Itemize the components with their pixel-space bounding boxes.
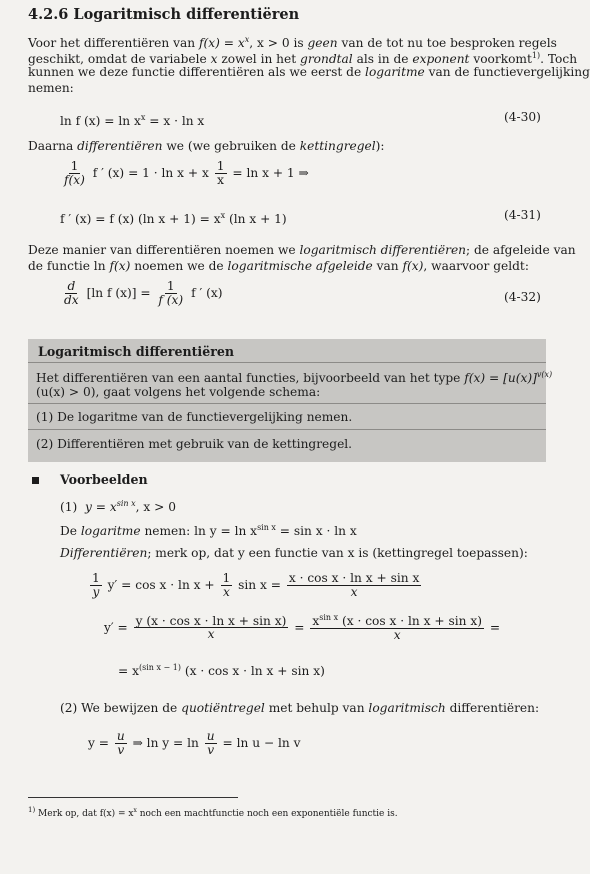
box-divider <box>28 403 546 404</box>
equation-number-4-32: (4-32) <box>504 290 541 304</box>
box-title: Logaritmisch differentiëren <box>38 344 235 359</box>
example-1-diff: Differentiëren; merk op, dat y een functie van x is (kettingregel toepassen): <box>60 546 528 560</box>
bullet-icon <box>32 477 39 484</box>
intro-line-1: Voor het differentiëren van $f(x) = x^x$, x > 0 is geen van de tot nu toe besproken regels <box>28 35 557 51</box>
summary-box <box>28 339 553 462</box>
box-divider <box>28 362 546 363</box>
intro-line-3: kunnen we deze functie differentiëren als we eerst de logaritme van de functievergelijking <box>28 65 590 79</box>
example-1-eq-3: = $x^{(sin x - 1)}$ (x · cos x · ln x + sin x) <box>118 663 325 679</box>
intro-line-2: geschikt, omdat de variabele x zowel in het grondtal als in de exponent voorkomt$^{1)}$. Toch <box>28 51 578 67</box>
example-2: (2) We bewijzen de quotiëntregel met behulp van logaritmisch differentiëren: <box>60 701 540 715</box>
para2-line-2: de functie ln f(x) noemen we de logaritmische afgeleide van f(x), waarvoor geldt: <box>28 259 529 273</box>
box-line-1: Het differentiëren van een aantal functies, bijvoorbeeld van het type $f(x) = [u(x)]^{v(x)}$ <box>36 370 553 386</box>
footnote: $^{1)}$ Merk op, dat $f(x) = x^x$ noch een machtfunctie noch een exponentiële functie is. <box>28 806 398 819</box>
intro-line-4: nemen: <box>28 81 74 95</box>
fraction: $\frac{\text{x · cos x · ln x + sin x}}{x}$ <box>288 571 420 599</box>
fraction: $\frac{1}{f (x)}$ <box>158 279 184 307</box>
fraction: $\frac{\text{y (x · cos x · ln x + sin x)}}{x}$ <box>135 613 287 642</box>
box-step-2: (2) Differentiëren met gebruik van de kettingregel. <box>36 437 353 451</box>
example-1-log: De logaritme nemen: $\ln y = \ln x^{sin x} = \sin x \cdot \ln x$ <box>60 523 357 539</box>
fraction: $\frac{1}{x}$ <box>216 159 225 187</box>
example-2-eq: y = $\frac{u}{v}$ ⇒ ln y = ln $\frac{u}{v}$ = ln u − ln v <box>88 729 301 757</box>
fraction: $\frac{u}{v}$ <box>206 729 215 757</box>
equation-number-4-31: (4-31) <box>504 208 541 222</box>
footnote-divider <box>28 797 238 798</box>
equation-4-32: $\frac{d}{dx}$ [ln f (x)] = $\frac{1}{f (x)}$ f ′ (x) <box>64 279 223 307</box>
fraction: $\frac{d}{dx}$ <box>64 279 79 307</box>
examples-heading: Voorbeelden <box>60 472 148 487</box>
box-step-1: (1) De logaritme van de functievergelijking nemen. <box>36 410 353 424</box>
example-1: (1) $y = x^{sin x}$, x > 0 <box>60 499 176 515</box>
fraction: $\frac{u}{v}$ <box>116 729 125 757</box>
fraction: $\frac{1}{f(x)}$ <box>64 159 85 187</box>
para2-line-1: Deze manier van differentiëren noemen we logaritmisch differentiëren; de afgeleide van <box>28 243 576 257</box>
equation-number-4-30: (4-30) <box>504 110 541 124</box>
box-line-2: (u(x) > 0), gaat volgens het volgende schema: <box>36 385 321 399</box>
footnote-ref: 1) <box>531 51 541 60</box>
example-1-eq-1: $\frac{1}{y}$ y′ = cos x · ln x + $\frac{1}{x}$ sin x = $\frac{\text{x · cos x · ln x + sin x}}{x}$ <box>92 571 420 599</box>
equation-4-31: f ′ (x) = f (x) (ln $x + 1) = x^x$ (ln x + 1) <box>60 211 287 227</box>
fraction: $\frac{1}{x}$ <box>222 571 231 599</box>
daarna-line: Daarna differentiëren we (we gebruiken de kettingregel): <box>28 139 385 153</box>
example-1-eq-2: y′ = $\frac{\text{y (x · cos x · ln x + sin x)}}{x}$ = $\frac{x^{sin x} (x \cdot \cos x \cdot \ln x + \sin x)}{x}$ = <box>104 613 501 642</box>
fraction: $\frac{1}{y}$ <box>92 571 100 599</box>
equation-4-30: ln f $(x) = \ln x^x = x \cdot \ln x$ <box>60 113 205 129</box>
fraction: $\frac{x^{sin x} (x \cdot \cos x \cdot \ln x + \sin x)}{x}$ <box>312 613 482 642</box>
section-heading: 4.2.6 Logaritmisch differentiëren <box>28 6 300 23</box>
box-divider <box>28 429 546 430</box>
equation-chain: $\frac{1}{f(x)}$ f ′ (x) = 1 · ln x + x $\frac{1}{x}$ = ln x + 1 ⇒ <box>64 159 309 187</box>
